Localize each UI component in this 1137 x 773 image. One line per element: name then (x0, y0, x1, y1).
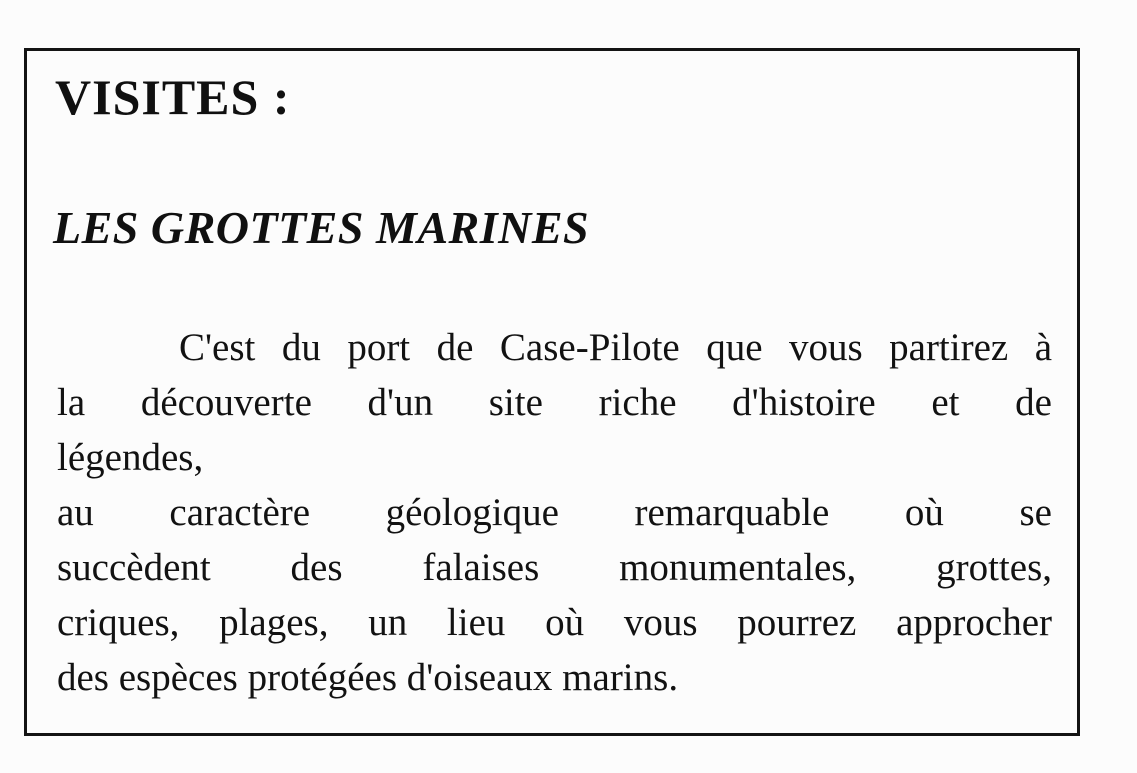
body-line: la découverte d'un site riche d'histoire et de (57, 381, 1052, 424)
visit-box (24, 48, 1080, 736)
article-title: LES GROTTES MARINES (53, 202, 590, 253)
body-line: des espèces protégées d'oiseaux marins. (57, 656, 679, 699)
body-line: au caractère géologique remarquable où se (57, 491, 1052, 534)
body-line: criques, plages, un lieu où vous pourrez approcher (57, 601, 1052, 644)
body-line: légendes, (57, 436, 204, 479)
body-line: C'est du port de Case-Pilote que vous partirez à (179, 326, 1052, 369)
body-line: succèdent des falaises monumentales, grottes, (57, 546, 1052, 589)
section-heading: VISITES : (55, 69, 291, 125)
